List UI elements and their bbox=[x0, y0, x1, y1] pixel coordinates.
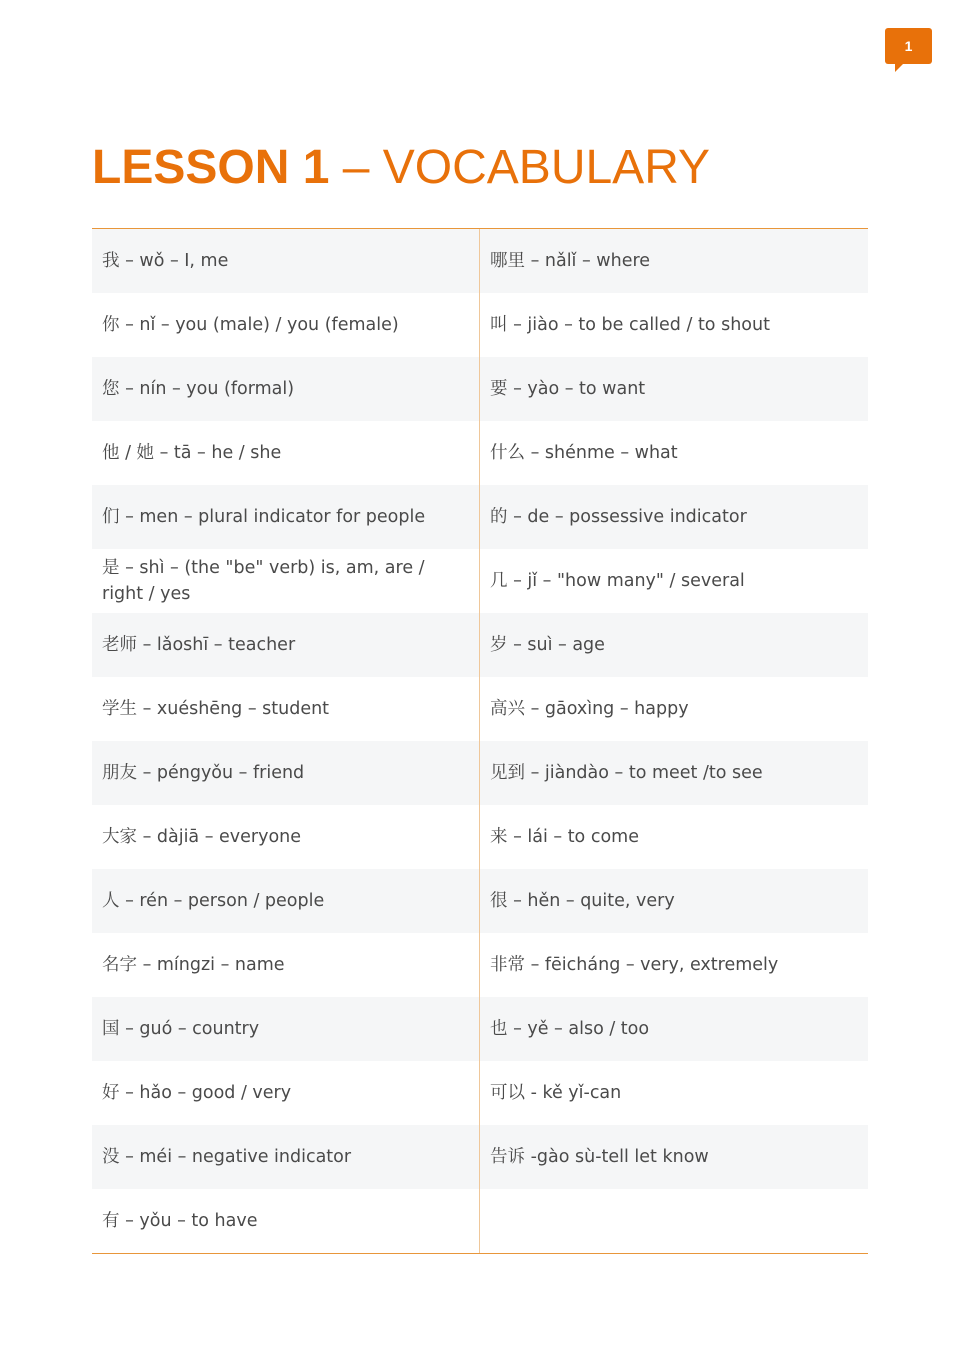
vocab-cell: 你 – nǐ – you (male) / you (female) bbox=[92, 293, 480, 357]
vocab-cell: 高兴 – gāoxìng – happy bbox=[490, 699, 689, 719]
vocab-cell: 国 – guó – country bbox=[92, 997, 480, 1061]
table-row bbox=[92, 933, 868, 997]
vocab-cell: 叫 – jiào – to be called / to shout bbox=[490, 315, 770, 335]
vocab-cell: 朋友 – péngyǒu – friend bbox=[92, 741, 480, 805]
vocab-cell: 告诉 -gào sù-tell let know bbox=[480, 1125, 868, 1189]
vocab-cell: 大家 – dàjiā – everyone bbox=[92, 805, 480, 869]
vocab-cell: 也 – yě – also / too bbox=[480, 997, 868, 1061]
page-number-badge bbox=[885, 28, 932, 64]
table-row bbox=[92, 549, 868, 613]
vocab-cell: 来 – lái – to come bbox=[490, 827, 639, 847]
table-row bbox=[92, 677, 868, 741]
vocab-cell: 没 – méi – negative indicator bbox=[92, 1125, 480, 1189]
table-row bbox=[92, 357, 868, 421]
title-lesson: LESSON 1 bbox=[92, 141, 330, 194]
vocab-cell: 可以 - kě yǐ-can bbox=[490, 1083, 622, 1103]
vocab-cell: 很 – hěn – quite, very bbox=[480, 869, 868, 933]
table-row bbox=[92, 741, 868, 805]
vocab-cell: 学生 – xuéshēng – student bbox=[92, 677, 480, 741]
vocab-cell: 哪里 – nǎlǐ – where bbox=[480, 229, 868, 293]
vocab-cell: 几 – jǐ – "how many" / several bbox=[490, 571, 745, 591]
vocab-cell: 是 – shì – (the "be" verb) is, am, are / right / yes bbox=[92, 549, 480, 613]
vocab-cell: 们 – men – plural indicator for people bbox=[92, 485, 480, 549]
table-row bbox=[92, 869, 868, 933]
table-row bbox=[92, 805, 868, 869]
table-row bbox=[92, 421, 868, 485]
vocab-cell: 我 – wǒ – I, me bbox=[92, 229, 480, 293]
vocab-cell-empty bbox=[480, 1189, 868, 1253]
table-row bbox=[92, 613, 868, 677]
table-row bbox=[92, 1061, 868, 1125]
title-section: – VOCABULARY bbox=[329, 141, 711, 194]
page-title bbox=[92, 138, 710, 198]
table-row bbox=[92, 997, 868, 1061]
vocab-cell: 见到 – jiàndào – to meet /to see bbox=[480, 741, 868, 805]
table-row bbox=[92, 1125, 868, 1189]
vocab-cell: 名字 – míngzi – name bbox=[92, 933, 480, 997]
table-row bbox=[92, 229, 868, 293]
vocab-cell: 非常 – fēicháng – very, extremely bbox=[490, 955, 779, 975]
vocab-cell: 什么 – shénme – what bbox=[490, 443, 678, 463]
table-row bbox=[92, 485, 868, 549]
page-number: 1 bbox=[904, 38, 913, 54]
vocab-cell: 他 / 她 – tā – he / she bbox=[92, 421, 480, 485]
vocab-cell: 您 – nín – you (formal) bbox=[92, 357, 480, 421]
vocabulary-table bbox=[92, 228, 868, 1254]
vocab-cell: 要 – yào – to want bbox=[480, 357, 868, 421]
vocab-cell: 老师 – lǎoshī – teacher bbox=[92, 613, 480, 677]
vocab-cell: 有 – yǒu – to have bbox=[92, 1189, 480, 1253]
vocab-cell: 的 – de – possessive indicator bbox=[480, 485, 868, 549]
table-row bbox=[92, 293, 868, 357]
vocab-cell: 好 – hǎo – good / very bbox=[92, 1061, 480, 1125]
vocab-cell: 岁 – suì – age bbox=[480, 613, 868, 677]
vocab-cell: 人 – rén – person / people bbox=[92, 869, 480, 933]
table-row bbox=[92, 1189, 868, 1253]
